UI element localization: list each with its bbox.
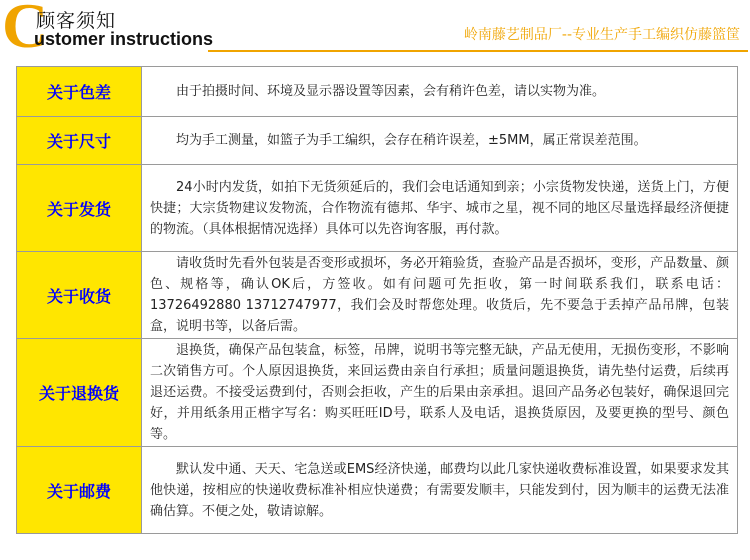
table-row <box>17 339 738 447</box>
row-label: 关于尺寸 <box>17 117 142 165</box>
factory-slogan: 岭南藤艺制品厂--专业生产手工编织仿藤篮筐 <box>463 27 740 43</box>
table-row <box>17 447 738 534</box>
table-row <box>17 165 738 252</box>
table-row <box>17 67 738 117</box>
row-label: 关于退换货 <box>17 339 142 447</box>
row-text: 均为手工测量，如篮子为手工编织，会存在稍许误差，±5MM，属正常误差范围。 <box>142 117 738 165</box>
row-label: 关于收货 <box>17 252 142 339</box>
row-text: 由于拍摄时间、环境及显示器设置等因素，会有稍许色差，请以实物为准。 <box>142 67 738 117</box>
row-text: 请收货时先看外包装是否变形或损坏，务必开箱验货，查验产品是否损坏，变形，产品数量、颜色、规格等，确认OK后，方签收。如有问题可先拒收，第一时间联系我们，联系电话：13726492880 13712747977，我们会及时帮您处理。收货后，先不要急于丢掉产品吊牌，包装盒，说明书等，以备后需。 <box>142 252 738 339</box>
row-label: 关于邮费 <box>17 447 142 534</box>
row-text: 24小时内发货，如拍下无货须延后的，我们会电话通知到亲；小宗货物发快递，送货上门，方便快捷；大宗货物建议发物流，合作物流有德邦、华宇、城市之星，视不同的地区尽量选择最经济便捷的物流。（具体根据情况选择）具体可以先咨询客服，再付款。 <box>142 165 738 252</box>
row-label: 关于发货 <box>17 165 142 252</box>
table-row <box>17 252 738 339</box>
page-title-cn: 顾客须知 <box>36 10 117 32</box>
instructions-table <box>16 66 738 534</box>
row-label: 关于色差 <box>17 67 142 117</box>
header-divider <box>208 50 748 52</box>
row-text: 默认发中通、天天、宅急送或EMS经济快递，邮费均以此几家快递收费标准设置，如果要求发其他快递，按相应的快递收费标准补相应快递费；有需要发顺丰，只能发到付，因为顺丰的运费无法准确估算。不便之处，敬请谅解。 <box>142 447 738 534</box>
header <box>0 0 750 61</box>
table-row <box>17 117 738 165</box>
row-text: 退换货，确保产品包装盒，标签，吊牌，说明书等完整无缺，产品无使用，无损伤变形，不影响二次销售方可。个人原因退换货，来回运费由亲自行承担；质量问题退换货，请先垫付运费，后续再退还运费。不接受运费到付，否则会拒收，产生的后果由亲承担。退回产品务必包装好，确保退回完好，并用纸条用正楷字写名：购买旺旺ID号，联系人及电话，退换货原因，及要更换的型号、颜色等。 <box>142 339 738 447</box>
page-title-en: ustomer instructions <box>34 29 214 49</box>
logo-letter-c: C <box>2 0 49 61</box>
